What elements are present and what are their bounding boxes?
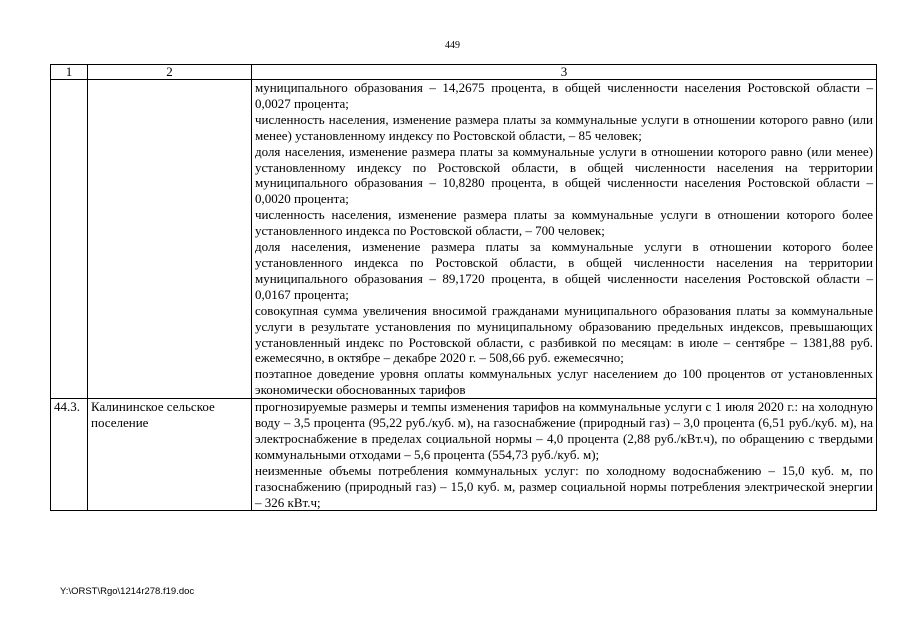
paragraph: доля населения, изменение размера платы за коммунальные услуги в отношении которого равно (или менее) установленному индексу по Ростовской области, в общей численности населения на территории муниципального образования – 10,8280 процента, в общей численности населения Ростовской области – 0,0020 процента;: [255, 143, 873, 207]
row-name-cell: [88, 80, 252, 399]
row-description-cell: [252, 80, 877, 399]
paragraph: муниципального образования – 14,2675 процента, в общей численности населения Ростовской области – 0,0027 процента;: [255, 80, 873, 111]
paragraph: неизменные объемы потребления коммунальных услуг: по холодному водоснабжению – 15,0 куб. м, по газоснабжению (природный газ) – 15,0 куб. м, размер социальной нормы потребления электрической энергии – 326 кВт.ч;: [255, 462, 873, 510]
row-number-cell: [51, 80, 88, 399]
paragraph: поэтапное доведение уровня оплаты коммунальных услуг населением до 100 процентов от установленных экономически обоснованных тарифов: [255, 366, 873, 398]
table-row: [51, 80, 877, 399]
row-name-cell: Калининское сельское поселение: [88, 399, 252, 511]
paragraph: прогнозируемые размеры и темпы изменения тарифов на коммунальные услуги с 1 июля 2020 г.: на холодную воду – 3,5 процента (95,22 руб./куб. м), на газоснабжение (природный газ) – 3,0 процента (6,51 руб./куб. м), на электроснабжение в пределах социальной нормы – 4,0 процента (2,88 руб./кВт.ч), по обращению с твердыми коммунальными отходами – 5,6 процента (554,73 руб./куб. м);: [255, 399, 873, 462]
paragraph: численность населения, изменение размера платы за коммунальные услуги в отношении которого равно (или менее) установленному индексу по Ростовской области, – 85 человек;: [255, 111, 873, 143]
paragraph: доля населения, изменение размера платы за коммунальные услуги в отношении которого более установленного индекса по Ростовской области, в общей численности населения на территории муниципального образования – 89,1720 процента, в общей численности населения Ростовской области – 0,0167 процента;: [255, 239, 873, 302]
row-description-cell: [252, 399, 877, 511]
document-table: [50, 64, 877, 511]
paragraph: совокупная сумма увеличения вносимой гражданами муниципального образования платы за коммунальные услуги в результате установления по муниципальному образованию предельных индексов, превышающих установленный индекс по Ростовской области, с разбивкой по месяцам: в июле – сентябре – 1381,88 руб. ежемесячно, в октябре – декабре 2020 г. – 508,66 руб. ежемесячно;: [255, 302, 873, 366]
header-col-1: 1: [51, 65, 88, 80]
table-header-row: [51, 65, 877, 80]
row-number-cell: 44.3.: [51, 399, 88, 511]
header-col-3: 3: [252, 65, 877, 80]
paragraph: численность населения, изменение размера платы за коммунальные услуги в отношении которого более установленного индекса по Ростовской области, – 700 человек;: [255, 207, 873, 239]
header-col-2: 2: [88, 65, 252, 80]
page-number: 449: [445, 40, 460, 51]
file-path-footer: Y:\ORST\Rgo\1214r278.f19.doc: [60, 586, 195, 597]
table-row: [51, 399, 877, 511]
